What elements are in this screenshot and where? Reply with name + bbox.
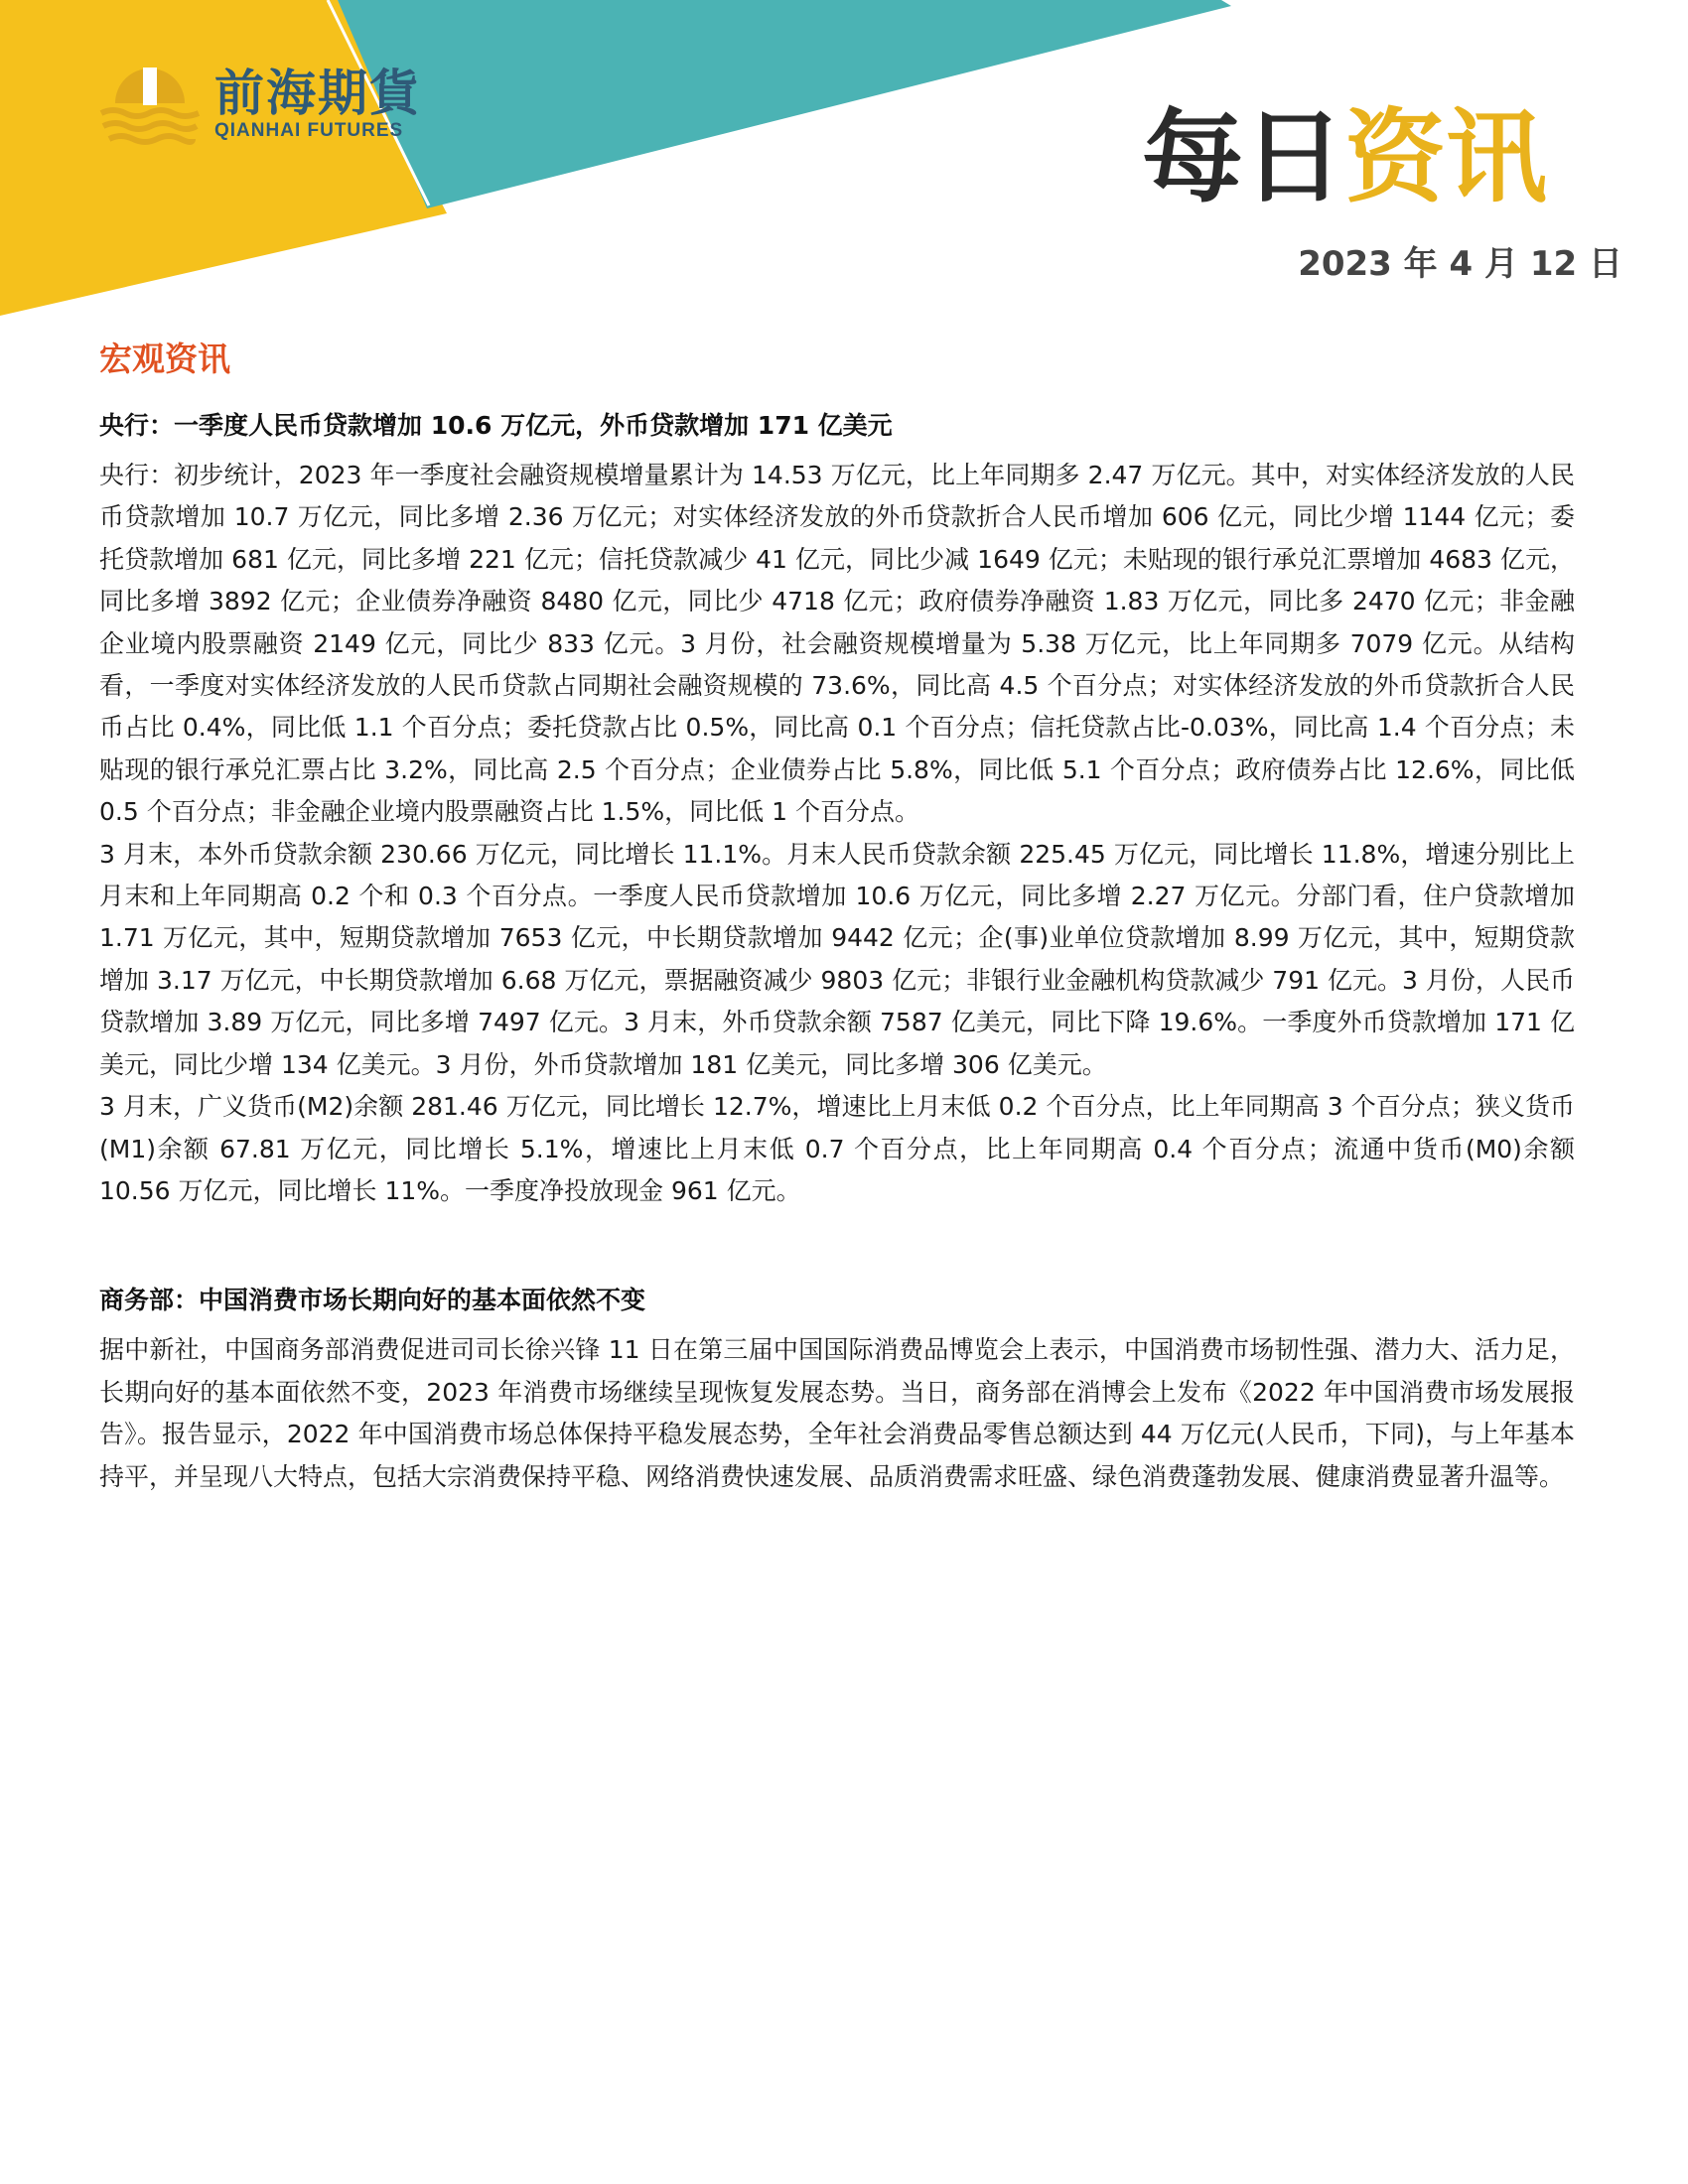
- issue-date: 2023 年 4 月 12 日: [1298, 244, 1622, 284]
- article-paragraph: 3 月末，本外币贷款余额 230.66 万亿元，同比增长 11.1%。月末人民币贷款余额 225.45 万亿元，同比增长 11.8%，增速分别比上月末和上年同期高 0.2 个和 0.3 个百分点。一季度人民币贷款增加 10.6 万亿元，同比多增 2.27 万亿元。分部门看，住户贷款增加 1.71 万亿元，其中，短期贷款增加 7653 亿元，中长期贷款增加 9442 亿元；企(事)业单位贷款增加 8.99 万亿元，其中，短期贷款增加 3.17 万亿元，中长期贷款增加 6.68 万亿元，票据融资减少 9803 亿元；非银行业金融机构贷款减少 791 亿元。3 月份，人民币贷款增加 3.89 万亿元，同比多增 7497 亿元。3 月末，外币贷款余额 7587 亿美元，同比下降 19.6%。一季度外币贷款增加 171 亿美元，同比少增 134 亿美元。3 月份，外币贷款增加 181 亿美元，同比多增 306 亿美元。: [99, 839, 1575, 1079]
- page-title-part2: 资讯: [1344, 99, 1547, 217]
- article-paragraph: 央行：初步统计，2023 年一季度社会融资规模增量累计为 14.53 万亿元，比上年同期多 2.47 万亿元。其中，对实体经济发放的人民币贷款增加 10.7 万亿元，同比多增 2.36 万亿元；对实体经济发放的外币贷款折合人民币增加 606 亿元，同比少增 1144 亿元；委托贷款增加 681 亿元，同比多增 221 亿元；信托贷款减少 41 亿元，同比少减 1649 亿元；未贴现的银行承兑汇票增加 4683 亿元，同比多增 3892 亿元；企业债券净融资 8480 亿元，同比少 4718 亿元；政府债券净融资 1.83 万亿元，同比多 2470 亿元；非金融企业境内股票融资 2149 亿元，同比少 833 亿元。3 月份，社会融资规模增量为 5.38 万亿元，比上年同期多 7079 亿元。从结构看，一季度对实体经济发放的人民币贷款占同期社会融资规模的 73.6%，同比高 4.5 个百分点；对实体经济发放的外币贷款折合人民币占比 0.4%，同比低 1.1 个百分点；委托贷款占比 0.5%，同比高 0.1 个百分点；信托贷款占比-0.03%，同比高 1.4 个百分点；未贴现的银行承兑汇票占比 3.2%，同比高 2.5 个百分点；企业债券占比 5.8%，同比低 5.1 个百分点；政府债券占比 12.6%，同比低 0.5 个百分点；非金融企业境内股票融资占比 1.5%，同比低 1 个百分点。: [99, 461, 1575, 827]
- banner-teal-shape: [338, 0, 1231, 208]
- article-mofcom: [99, 1272, 1575, 1498]
- page-title: [1142, 99, 1547, 217]
- article-title: 央行：一季度人民币贷款增加 10.6 万亿元，外币贷款增加 171 亿美元: [99, 411, 893, 440]
- article-title: 商务部：中国消费市场长期向好的基本面依然不变: [99, 1286, 646, 1315]
- article-paragraph: 3 月末，广义货币(M2)余额 281.46 万亿元，同比增长 12.7%，增速比上月末低 0.2 个百分点，比上年同期高 3 个百分点；狭义货币(M1)余额 67.81 万亿元，同比增长 5.1%，增速比上月末低 0.7 个百分点，比上年同期高 0.4 个百分点；流通中货币(M0)余额 10.56 万亿元，同比增长 11%。一季度净投放现金 961 亿元。: [99, 1092, 1575, 1205]
- company-logo: [95, 54, 421, 153]
- page-title-part1: 每日: [1142, 99, 1344, 217]
- qianhai-sunrise-waves-icon: [95, 54, 205, 153]
- main-content: [99, 397, 1575, 1498]
- article-spacer: [99, 1212, 1575, 1272]
- logo-chinese-name: 前海期貨: [214, 64, 421, 122]
- section-title: 宏观资讯: [99, 340, 230, 378]
- article-paragraph: 据中新社，中国商务部消费促进司司长徐兴锋 11 日在第三届中国国际消费品博览会上表示，中国消费市场韧性强、潜力大、活力足，长期向好的基本面依然不变，2023 年消费市场继续呈现恢复发展态势。当日，商务部在消博会上发布《2022 年中国消费市场发展报告》。报告显示，2022 年中国消费市场总体保持平稳发展态势，全年社会消费品零售总额达到 44 万亿元(人民币，下同)，与上年基本持平，并呈现八大特点，包括大宗消费保持平稳、网络消费快速发展、品质消费需求旺盛、绿色消费蓬勃发展、健康消费显著升温等。: [99, 1335, 1575, 1491]
- logo-english-name: QIANHAI FUTURES: [214, 120, 404, 141]
- article-pboc: [99, 397, 1575, 1212]
